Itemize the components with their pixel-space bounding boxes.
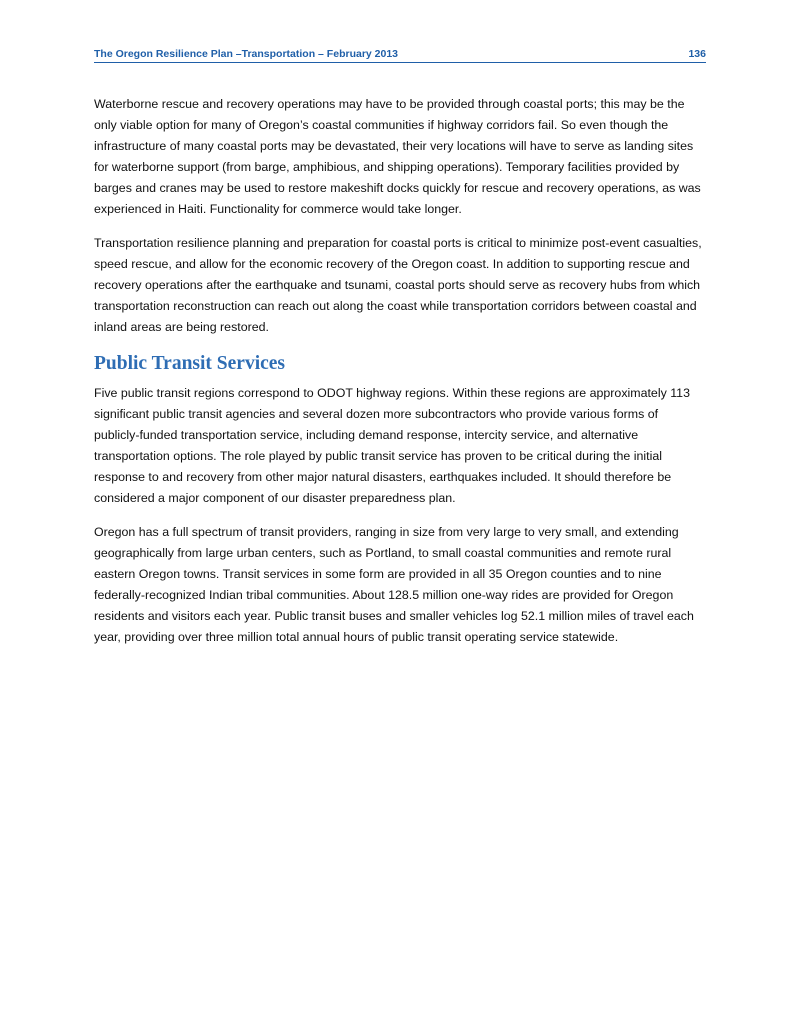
body-content bbox=[94, 94, 706, 648]
paragraph-transit-providers: Oregon has a full spectrum of transit providers, ranging in size from very large to very small, and extending geographically from large urban centers, such as Portland, to small coastal communities and remote rural eastern Oregon towns. Transit services in some form are provided in all 35 Oregon counties and to nine federally-recognized Indian tribal communities. About 128.5 million one-way rides are provided for Oregon residents and visitors each year. Public transit buses and smaller vehicles log 52.1 million miles of travel each year, providing over three million total annual hours of public transit operating service statewide. bbox=[94, 525, 694, 644]
paragraph-resilience-planning: Transportation resilience planning and preparation for coastal ports is critical to minimize post-event casualties, speed rescue, and allow for the economic recovery of the Oregon coast. In addition to supporting rescue and recovery operations after the earthquake and tsunami, coastal ports should serve as recovery hubs from which transportation reconstruction can reach out along the coast while transportation corridors between coastal and inland areas are being restored. bbox=[94, 236, 702, 334]
page-number: 136 bbox=[688, 48, 706, 60]
paragraph-transit-regions: Five public transit regions correspond to ODOT highway regions. Within these regions are approximately 113 significant public transit agencies and several dozen more subcontractors who provide various forms of publicly-funded transportation service, including demand response, intercity service, and alternative transportation options. The role played by public transit service has proven to be critical during the initial response to and recovery from other major natural disasters, earthquakes included. It should therefore be considered a major component of our disaster preparedness plan. bbox=[94, 386, 690, 505]
running-header bbox=[94, 47, 706, 63]
section-heading: Public Transit Services bbox=[94, 353, 286, 374]
document-page bbox=[94, 47, 706, 661]
header-title: The Oregon Resilience Plan –Transportation – February 2013 bbox=[94, 48, 399, 60]
paragraph-waterborne-rescue: Waterborne rescue and recovery operations may have to be provided through coastal ports; this may be the only viable option for many of Oregon’s coastal communities if highway corridors fail. So even though the infrastructure of many coastal ports may be devastated, their very locations will have to serve as landing sites for waterborne support (from barge, amphibious, and shipping operations). Temporary facilities provided by barges and cranes may be used to restore makeshift docks quickly for rescue and recovery operations, as was experienced in Haiti. Functionality for commerce would take longer. bbox=[94, 97, 701, 216]
